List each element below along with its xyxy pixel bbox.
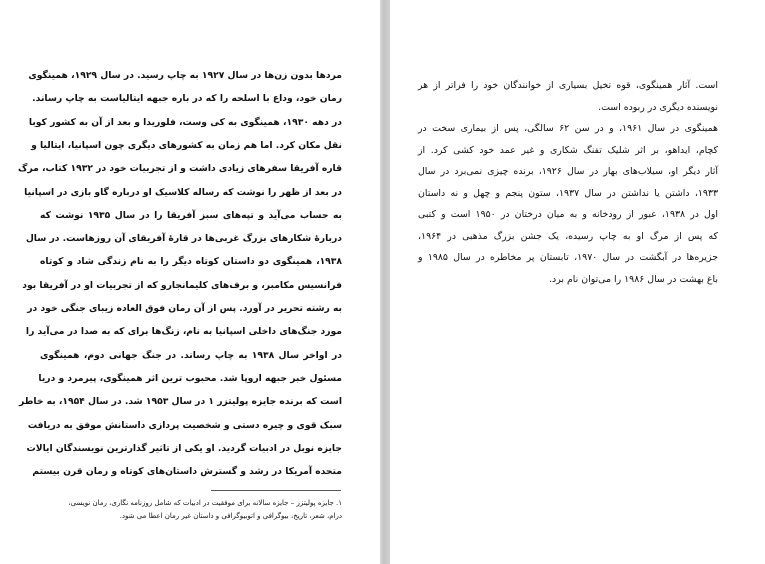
text-line: به حساب می‌آید و تپه‌های سبز آفریقا را در سال ۱۹۳۵ نوشت که xyxy=(40,209,342,221)
text-line: نقل مکان کرد. اما هم زمان به کشورهای دیگری چون اسپانیا، ایتالیا و xyxy=(31,139,342,151)
text-line: کچام، ایداهو، بر اثر شلیک تفنگ شکاری و غیر عمد خود کشی کرد. از xyxy=(418,144,718,156)
text-line: مسئول خبر جبهه اروپا شد. محبوب ترین اثر همینگوی، پیرمرد و دریا xyxy=(38,372,342,384)
footnote-line: ۱. جایزه پولیتزر – جایزه سالانه برای موفقیت در ادبیات که شامل روزنامه نگاری، رمان نویسی، xyxy=(68,499,342,507)
text-line: باغ بهشت در سال ۱۹۸۶ را می‌توان نام برد. xyxy=(549,273,718,285)
footnote-separator xyxy=(211,490,341,491)
text-line: در دهه ۱۹۳۰، همینگوی به کی وست، فلوریدا و بعد از آن به کشور کوبا xyxy=(28,116,342,128)
page-right xyxy=(390,0,765,564)
text-line: رمان خود، وداع با اسلحه را که در باره جبهه ایتالیاست به چاپ رساند. xyxy=(32,93,342,105)
footnotes xyxy=(40,497,342,523)
text-line: است. آثار همینگوی، قوه تخیل بسیاری از خوانندگان خود را فراتر از هر xyxy=(418,80,718,91)
text-line: در اواخر سال ۱۹۳۸ به چاپ رساند. در جنگ جهانی دوم، همینگوی xyxy=(40,349,342,361)
text-line: اول در ۱۹۳۸، عبور از رودخانه و به میان درختان در ۱۹۵۰ است و کتبی xyxy=(418,209,718,220)
text-line: در بعد از ظهر را نوشت که رساله کلاسیک او درباره گاو بازی در اسپانیا xyxy=(24,186,342,198)
text-line: به رشته تحریر در آورد. پس از آن رمان فوق العاده زیبای جنگی خود در xyxy=(27,303,342,314)
page-left xyxy=(0,0,380,564)
text-line: که پس از مرگ او به چاپ رسیده، یک جشن بزرگ مذهبی در ۱۹۶۴، xyxy=(418,230,718,242)
text-line: است که برنده جایزه پولیتزر ۱ در سال ۱۹۵۳ شد. در سال ۱۹۵۴، به خاطر xyxy=(19,396,342,408)
text-line: ۱۹۳۳، داشتن یا نداشتن در سال ۱۹۳۷، ستون پنجم و چهل و نه داستان xyxy=(418,187,718,199)
footnote-line: درام، شعر، تاریخ، بیوگرافی و اتوبیوگرافی و داستان غیر رمان اعطا می شود. xyxy=(119,512,342,520)
text-line: همینگوی در سال ۱۹۶۱، و در سن ۶۲ سالگی، پس از بیماری سخت در xyxy=(418,123,718,134)
page-right-body xyxy=(418,75,718,305)
text-line: متحده آمریکا در رشد و گسترش داستان‌های کوتاه و رمان قرن بیستم xyxy=(32,466,342,478)
text-line: مورد جنگ‌های داخلی اسپانیا به نام، زنگ‌ها برای که به صدا در می‌آید را xyxy=(25,326,342,338)
text-line: دربارهٔ شکارهای بزرگ غربی‌ها در قارهٔ آفریقای آن روزهاست. در سال xyxy=(25,233,342,245)
page-gutter xyxy=(380,0,390,564)
text-line: جایزه نوبل در ادبیات گردید. او یکی از تاثیر گذارترین نویسندگان ایالات xyxy=(26,442,342,454)
text-line: نویسنده دیگری در ربوده است. xyxy=(598,101,718,113)
text-line: جزیره‌ها در آبگشت در سال ۱۹۷۰، تابستان پر مخاطره در سال ۱۹۸۵ و xyxy=(418,252,718,263)
text-line: فرانسیس مکامبر، و برف‌های کلیمانجارو که از تجربیات او در آفریقا بود xyxy=(22,279,342,291)
page-left-body xyxy=(18,66,342,486)
text-line: سبک قوی و چیره دستی و شخصیت پردازی داستانش موفق به دریافت xyxy=(27,419,342,431)
text-line: مردها بدون زن‌ها در سال ۱۹۲۷ به چاپ رسید. در سال ۱۹۲۹، همینگوی xyxy=(28,70,342,81)
text-line: آثار دیگر او، سیلاب‌های بهار در سال ۱۹۲۶، برنده چیزی نمی‌برد در سال xyxy=(418,166,718,177)
text-line: قاره آفریقا سفرهای زیادی داشت و از تجربیات خود در ۱۹۳۲ کتاب، مرگ xyxy=(18,163,342,175)
text-line: ۱۹۳۸، همینگوی دو داستان کوتاه دیگر را به نام زندگی شاد و کوتاه xyxy=(40,256,342,268)
